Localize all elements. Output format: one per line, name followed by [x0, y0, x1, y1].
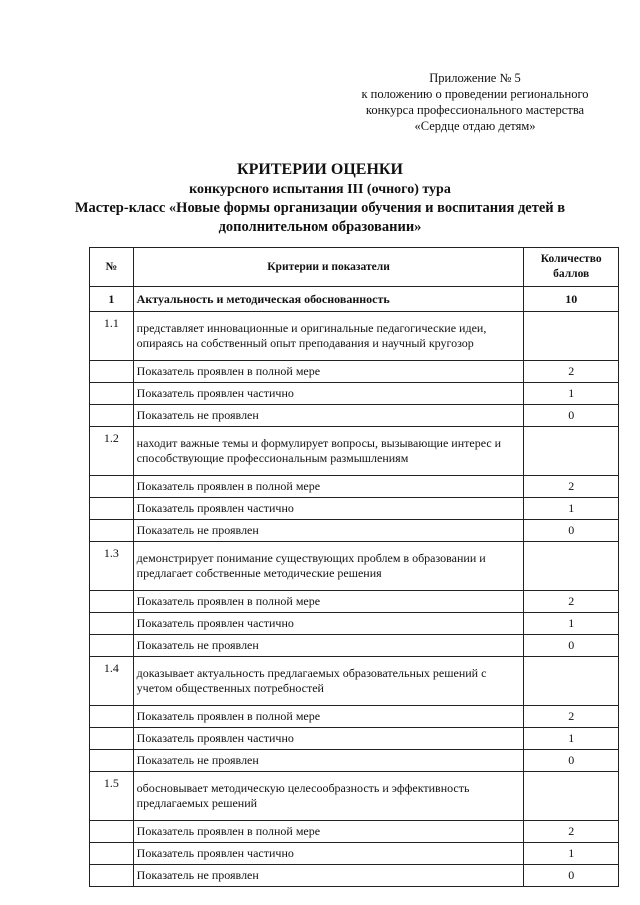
- indicator-row: [90, 613, 619, 635]
- indicator-row: [90, 520, 619, 542]
- indicator-num-empty: [90, 843, 134, 865]
- section-row: [90, 287, 619, 312]
- criterion-row: [90, 427, 619, 476]
- header-num: №: [90, 248, 134, 287]
- indicator-score: 1: [524, 383, 619, 405]
- indicator-num-empty: [90, 821, 134, 843]
- criterion-row: [90, 542, 619, 591]
- title-main: КРИТЕРИИ ОЦЕНКИ: [237, 161, 403, 178]
- indicator-label: Показатель проявлен в полной мере: [133, 821, 524, 843]
- indicator-score: 1: [524, 728, 619, 750]
- indicator-row: [90, 865, 619, 887]
- indicator-row: [90, 498, 619, 520]
- criterion-text: находит важные темы и формулирует вопросы, вызывающие интерес и способствующие профессиональным размышлениям: [133, 427, 524, 476]
- criterion-text: обосновывает методическую целесообразность и эффективность предлагаемых решений: [133, 772, 524, 821]
- criterion-num: 1.1: [90, 312, 134, 361]
- indicator-num-empty: [90, 865, 134, 887]
- header-score: [524, 248, 619, 287]
- appendix-line: к положению о проведении регионального: [361, 87, 589, 101]
- indicator-label: Показатель не проявлен: [133, 520, 524, 542]
- indicator-label: Показатель проявлен в полной мере: [133, 476, 524, 498]
- indicator-row: [90, 706, 619, 728]
- indicator-score: 1: [524, 613, 619, 635]
- indicator-score: 2: [524, 361, 619, 383]
- indicator-num-empty: [90, 613, 134, 635]
- criterion-row: [90, 772, 619, 821]
- indicator-num-empty: [90, 706, 134, 728]
- indicator-num-empty: [90, 591, 134, 613]
- criterion-score-empty: [524, 542, 619, 591]
- indicator-score: 0: [524, 865, 619, 887]
- criterion-score-empty: [524, 427, 619, 476]
- table-header-row: [90, 248, 619, 287]
- indicator-num-empty: [90, 476, 134, 498]
- criterion-score-empty: [524, 657, 619, 706]
- indicator-row: [90, 591, 619, 613]
- indicator-label: Показатель проявлен в полной мере: [133, 361, 524, 383]
- appendix-line: Приложение № 5: [429, 71, 521, 85]
- indicator-row: [90, 476, 619, 498]
- indicator-score: 0: [524, 750, 619, 772]
- indicator-num-empty: [90, 498, 134, 520]
- indicator-label: Показатель не проявлен: [133, 750, 524, 772]
- appendix-line: конкурса профессионального мастерства: [365, 103, 585, 117]
- criterion-row: [90, 312, 619, 361]
- document-title: [60, 160, 580, 237]
- criteria-table: [89, 247, 619, 887]
- indicator-label: Показатель проявлен частично: [133, 728, 524, 750]
- header-score-line: Количество: [540, 253, 602, 265]
- criterion-num: 1.3: [90, 542, 134, 591]
- indicator-num-empty: [90, 635, 134, 657]
- appendix-header: [330, 70, 620, 134]
- indicator-num-empty: [90, 383, 134, 405]
- section-title: Актуальность и методическая обоснованность: [133, 287, 524, 312]
- indicator-row: [90, 383, 619, 405]
- indicator-label: Показатель проявлен частично: [133, 498, 524, 520]
- indicator-row: [90, 843, 619, 865]
- criteria-table-body: [90, 248, 619, 887]
- indicator-label: Показатель проявлен частично: [133, 613, 524, 635]
- criterion-row: [90, 657, 619, 706]
- indicator-row: [90, 750, 619, 772]
- section-score: 10: [524, 287, 619, 312]
- indicator-score: 0: [524, 405, 619, 427]
- indicator-label: Показатель проявлен частично: [133, 843, 524, 865]
- section-num: 1: [90, 287, 134, 312]
- indicator-label: Показатель проявлен в полной мере: [133, 706, 524, 728]
- indicator-label: Показатель не проявлен: [133, 865, 524, 887]
- indicator-row: [90, 361, 619, 383]
- appendix-line: «Сердце отдаю детям»: [414, 119, 536, 133]
- criterion-text: представляет инновационные и оригинальные педагогические идеи, опираясь на собственный опыт преподавания и научный кругозор: [133, 312, 524, 361]
- indicator-row: [90, 728, 619, 750]
- indicator-score: 0: [524, 635, 619, 657]
- criterion-score-empty: [524, 312, 619, 361]
- indicator-num-empty: [90, 405, 134, 427]
- indicator-num-empty: [90, 728, 134, 750]
- criterion-num: 1.4: [90, 657, 134, 706]
- indicator-score: 2: [524, 476, 619, 498]
- indicator-score: 0: [524, 520, 619, 542]
- title-subtitle: конкурсного испытания III (очного) тура: [189, 182, 451, 197]
- criterion-num: 1.2: [90, 427, 134, 476]
- indicator-score: 1: [524, 843, 619, 865]
- indicator-num-empty: [90, 520, 134, 542]
- indicator-num-empty: [90, 361, 134, 383]
- indicator-label: Показатель проявлен в полной мере: [133, 591, 524, 613]
- criterion-text: демонстрирует понимание существующих проблем в образовании и предлагает собственные методические решения: [133, 542, 524, 591]
- indicator-score: 1: [524, 498, 619, 520]
- indicator-score: 2: [524, 706, 619, 728]
- title-subtitle: Мастер-класс «Новые формы организации обучения и воспитания детей в: [74, 200, 566, 216]
- indicator-label: Показатель проявлен частично: [133, 383, 524, 405]
- title-subtitle: дополнительном образовании»: [218, 219, 422, 235]
- indicator-row: [90, 635, 619, 657]
- criterion-text: доказывает актуальность предлагаемых образовательных решений с учетом общественных потребностей: [133, 657, 524, 706]
- indicator-label: Показатель не проявлен: [133, 635, 524, 657]
- indicator-score: 2: [524, 591, 619, 613]
- indicator-score: 2: [524, 821, 619, 843]
- header-criteria: Критерии и показатели: [133, 248, 524, 287]
- indicator-label: Показатель не проявлен: [133, 405, 524, 427]
- header-score-line: баллов: [553, 268, 590, 280]
- indicator-row: [90, 821, 619, 843]
- indicator-num-empty: [90, 750, 134, 772]
- criterion-num: 1.5: [90, 772, 134, 821]
- indicator-row: [90, 405, 619, 427]
- criterion-score-empty: [524, 772, 619, 821]
